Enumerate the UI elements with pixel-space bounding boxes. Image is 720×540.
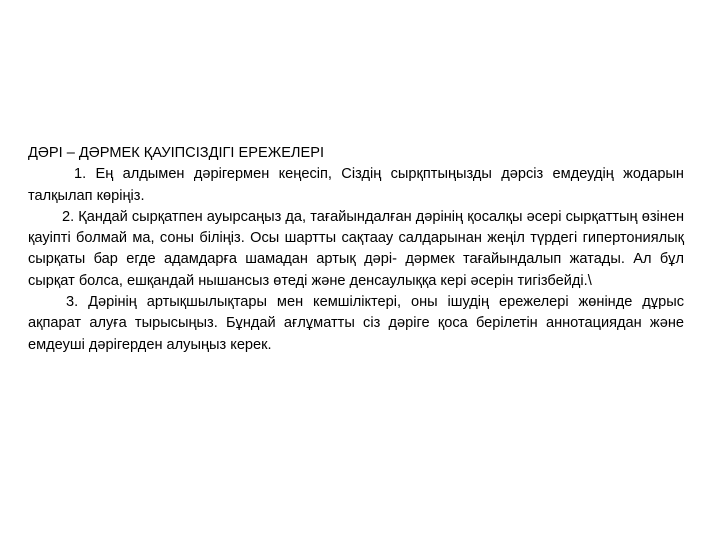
paragraph-1: 1. Ең алдымен дәрігермен кеңесіп, Сіздің сырқптыңызды дәрсіз емдеудің жодарын талқылап көріңіз.: [28, 166, 684, 204]
paragraph-2: 2. Қандай сырқатпен ауырсаңыз да, тағайындалған дәрінің қосалқы әсері сырқаттың өзінен қауіпті болмай ма, соны біліңіз. Осы шартты сақтаау салдарынан жеңіл түрдегі гипертониялық сырқаты бар егде адамдарға шамадан артық дәрі- дәрмек тағайындалып жатады. Ал бұл сырқат болса, ешқандай нышансыз өтеді және денсаулыққа кері әсерін тигізбейді.\: [28, 208, 684, 289]
paragraph-3: 3. Дәрінің артықшылықтары мен кемшіліктері, оны ішудің ережелері жөнінде дұрыс ақпарат алуға тырысыңыз. Бұндай ағлұматты сіз дәріге қоса берілетін аннотациядан және емдеуші дәрігерден алуыңыз керек.: [28, 294, 684, 353]
document-title: ДӘРІ – ДӘРМЕК ҚАУІПСІЗДІГІ ЕРЕЖЕЛЕРІ: [28, 145, 325, 161]
text-block: [28, 143, 684, 356]
